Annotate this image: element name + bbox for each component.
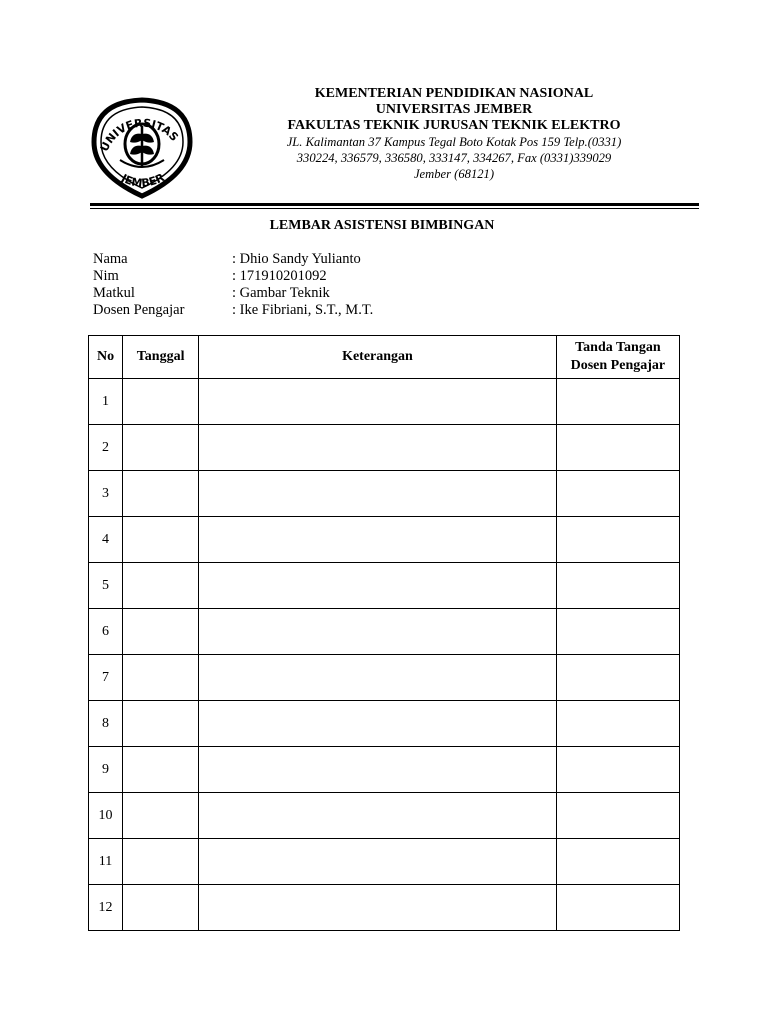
table-header-row xyxy=(89,336,680,379)
cell-keterangan xyxy=(199,885,557,931)
cell-keterangan xyxy=(199,701,557,747)
document-title: LEMBAR ASISTENSI BIMBINGAN xyxy=(269,218,495,233)
table-row xyxy=(89,655,680,701)
header-tanggal: Tanggal xyxy=(123,336,199,379)
info-value: : Dhio Sandy Yulianto xyxy=(232,251,361,267)
header-tanda-tangan xyxy=(556,336,679,379)
cell-no: 3 xyxy=(89,471,123,517)
info-label: Dosen Pengajar xyxy=(93,302,185,318)
student-info xyxy=(93,251,373,319)
cell-tanda-tangan xyxy=(556,747,679,793)
cell-keterangan xyxy=(199,563,557,609)
info-label: Matkul xyxy=(93,285,135,301)
cell-tanda-tangan xyxy=(556,609,679,655)
cell-keterangan xyxy=(199,747,557,793)
university-name: UNIVERSITAS JEMBER xyxy=(375,102,533,117)
cell-no: 2 xyxy=(89,425,123,471)
info-value: : Gambar Teknik xyxy=(232,285,330,301)
info-value: : Ike Fibriani, S.T., M.T. xyxy=(232,302,374,318)
cell-tanda-tangan xyxy=(556,517,679,563)
ministry-name: KEMENTERIAN PENDIDIKAN NASIONAL xyxy=(314,86,594,101)
cell-tanggal xyxy=(123,747,199,793)
cell-keterangan xyxy=(199,379,557,425)
cell-tanggal xyxy=(123,471,199,517)
table-row xyxy=(89,425,680,471)
table-row xyxy=(89,839,680,885)
letterhead-divider-thick xyxy=(90,203,699,206)
letterhead-divider-thin xyxy=(90,208,699,209)
cell-no: 12 xyxy=(89,885,123,931)
cell-no: 5 xyxy=(89,563,123,609)
info-row-dosen xyxy=(93,302,373,319)
cell-keterangan xyxy=(199,839,557,885)
cell-keterangan xyxy=(199,425,557,471)
svg-text:JEMBER: JEMBER xyxy=(119,170,167,190)
info-label: Nim xyxy=(93,268,119,284)
table-row xyxy=(89,747,680,793)
address-line-2: 330224, 336579, 336580, 333147, 334267, Fax (0331)339029 xyxy=(296,151,612,165)
cell-no: 10 xyxy=(89,793,123,839)
cell-tanda-tangan xyxy=(556,885,679,931)
cell-tanggal xyxy=(123,793,199,839)
info-row-matkul xyxy=(93,285,373,302)
cell-tanggal xyxy=(123,517,199,563)
table-row xyxy=(89,379,680,425)
header-ttd-line-2: Dosen Pengajar xyxy=(570,358,666,373)
university-seal-logo xyxy=(84,94,200,200)
assistance-log-table xyxy=(88,335,680,931)
table-row xyxy=(89,793,680,839)
table-row xyxy=(89,471,680,517)
cell-tanda-tangan xyxy=(556,471,679,517)
cell-tanda-tangan xyxy=(556,701,679,747)
cell-keterangan xyxy=(199,793,557,839)
cell-tanggal xyxy=(123,563,199,609)
cell-no: 11 xyxy=(89,839,123,885)
cell-no: 9 xyxy=(89,747,123,793)
cell-tanggal xyxy=(123,379,199,425)
info-label: Nama xyxy=(93,251,128,267)
address-line-3: Jember (68121) xyxy=(413,167,495,181)
header-ttd-line-1: Tanda Tangan xyxy=(575,340,661,355)
cell-no: 1 xyxy=(89,379,123,425)
info-row-nim xyxy=(93,268,373,285)
cell-no: 8 xyxy=(89,701,123,747)
cell-tanggal xyxy=(123,701,199,747)
cell-tanggal xyxy=(123,839,199,885)
cell-keterangan xyxy=(199,517,557,563)
table-row xyxy=(89,517,680,563)
cell-tanggal xyxy=(123,885,199,931)
info-row-nama xyxy=(93,251,373,268)
cell-no: 4 xyxy=(89,517,123,563)
cell-tanggal xyxy=(123,425,199,471)
table-row xyxy=(89,885,680,931)
cell-tanda-tangan xyxy=(556,655,679,701)
cell-keterangan xyxy=(199,471,557,517)
address-line-1: JL. Kalimantan 37 Kampus Tegal Boto Kotak Pos 159 Telp.(0331) xyxy=(286,135,622,149)
table-row xyxy=(89,701,680,747)
header-no: No xyxy=(89,336,123,379)
cell-tanggal xyxy=(123,609,199,655)
table-row xyxy=(89,609,680,655)
cell-tanda-tangan xyxy=(556,793,679,839)
cell-keterangan xyxy=(199,609,557,655)
cell-no: 7 xyxy=(89,655,123,701)
letterhead xyxy=(200,86,708,182)
cell-tanda-tangan xyxy=(556,379,679,425)
table-row xyxy=(89,563,680,609)
svg-text:UNIVERSITAS: UNIVERSITAS xyxy=(97,116,181,154)
cell-tanda-tangan xyxy=(556,425,679,471)
cell-no: 6 xyxy=(89,609,123,655)
cell-tanggal xyxy=(123,655,199,701)
cell-keterangan xyxy=(199,655,557,701)
faculty-name: FAKULTAS TEKNIK JURUSAN TEKNIK ELEKTRO xyxy=(287,118,621,133)
cell-tanda-tangan xyxy=(556,563,679,609)
cell-tanda-tangan xyxy=(556,839,679,885)
info-value: : 171910201092 xyxy=(232,268,327,284)
header-keterangan: Keterangan xyxy=(199,336,557,379)
